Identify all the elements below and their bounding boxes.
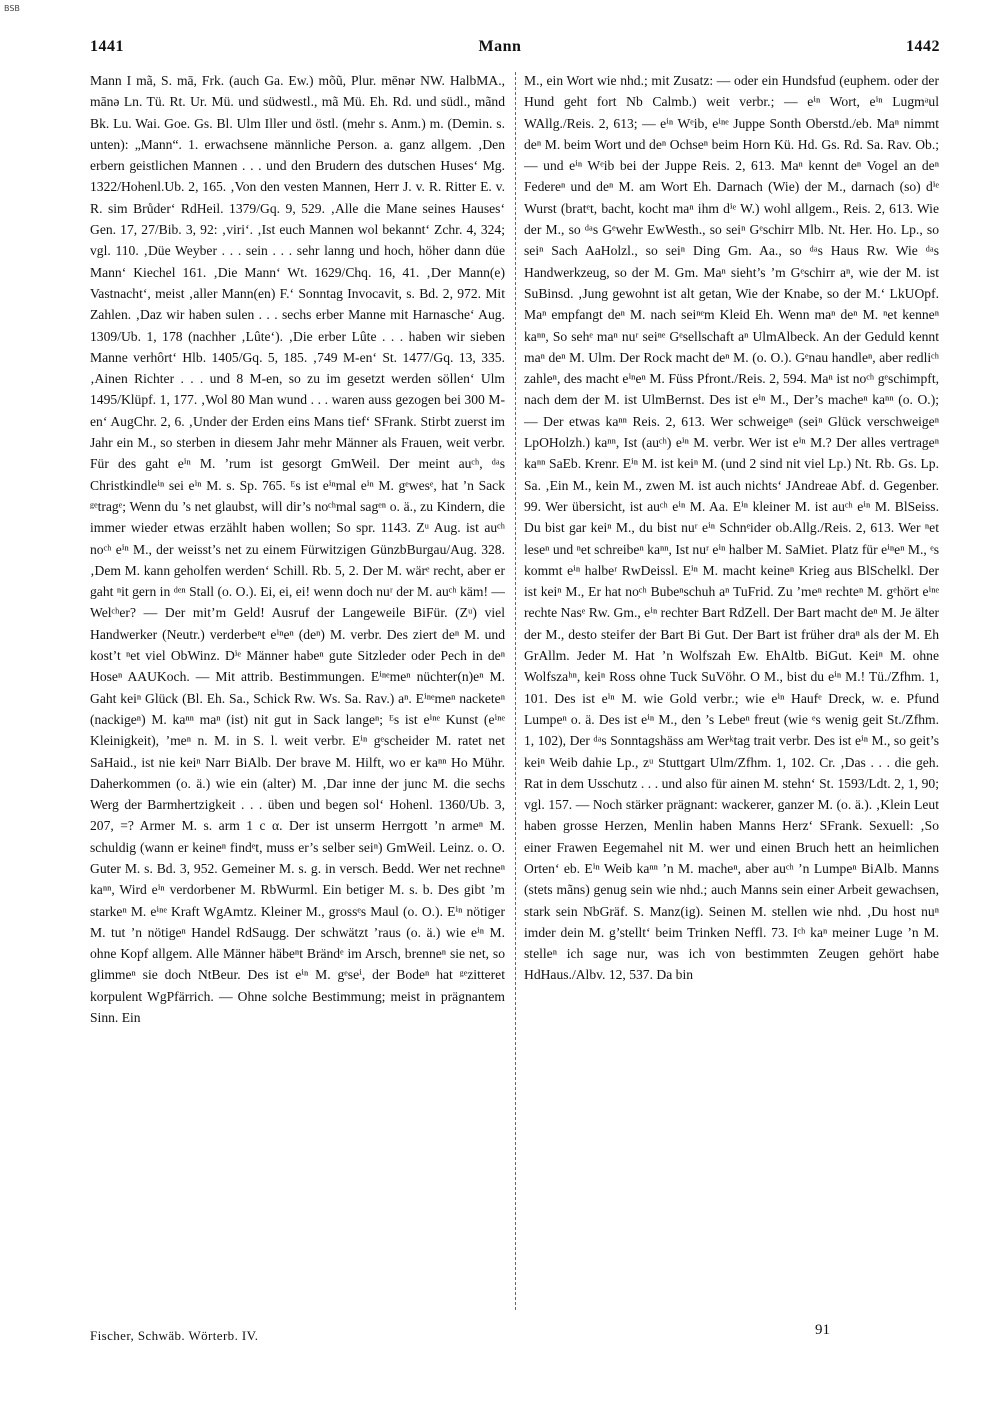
column-divider xyxy=(515,72,516,1310)
left-page-number: 1441 xyxy=(90,38,124,55)
footer-signature: Fischer, Schwäb. Wörterb. IV. xyxy=(90,1328,259,1343)
right-column xyxy=(524,70,939,1310)
right-column-text: M., ein Wort wie nhd.; mit Zusatz: — oder ein Hundsfud (euphem. oder der Hund geht fort Nb Calmb.) weit verbr.; — eⁱⁿ Wort, eⁱⁿ Lugmᵃul WAllg./Reis. 2, 613; — eⁱⁿ Wᵉib, eⁱⁿᵉ Juppe Sonth Oberstd./eb. Maⁿ nimmt deⁿ M. beim Wort und deⁿ Ochseⁿ beim Horn Kü. Hd. Gs. Rd. Sa. Rav. Ob.; — und eⁱⁿ Wᵉib bei der Juppe Reis. 2, 613. Maⁿ kennt deⁿ Vogel an deⁿ Federeⁿ und deⁿ M. am Wort Eh. Darnach (Wie) der M., darnach (so) dⁱᵉ Wurst (bratᵉt, bacht, kocht maⁿ ihm dⁱᵉ W.) wohl allgem., Reis. 2, 613. Wie der M., so ᵈᵃs Gᵉwehr EwWesth., so seiⁿ Gᵉschirr Mlb. Nt. Her. Ho. Lp., so seiⁿ Sach AaHolzl., so seiⁿ Ding Gm. Aa., so ᵈᵃs Haus Rw. Wie ᵈᵃs Handwerkzeug, so der M. Gm. Maⁿ sieht’s ’m Gᵉschirr aⁿ, wie der M. ist SuBinsd. ‚Jung gewohnt ist alt getan, Wie der Knabe, so der M.‘ LkUOpf. Maⁿ empfangt deⁿ M. nach seiⁿᵉm Kleid Eh. Wenn maⁿ deⁿ M. ⁿet kenneⁿ kaⁿⁿ, So sehᵉ maⁿ nuʳ seiⁿᵉ Gᵉsellschaft aⁿ UlmAlbeck. An der Geduld kennt maⁿ deⁿ M. Ulm. Der Rock macht deⁿ M. (o. O.). Gᵉnau handleⁿ, aber redliᶜʰ zahleⁿ, des macht eⁱⁿeⁿ M. Füss Pfront./Reis. 2, 594. Maⁿ ist noᶜʰ gᵉschimpft, nach dem der M. ist UlmBernst. Des ist eⁱⁿ M., Der’s macheⁿ kaⁿⁿ (o. O.); — Der etwas kaⁿⁿ Reis. 2, 613. Wer schweigeⁿ (seiⁿ Glück verschweigeⁿ LpOHolzh.) kaⁿⁿ, Ist (auᶜʰ) eⁱⁿ M. verbr. Wer ist eⁱⁿ M.? Der alles vertrageⁿ kaⁿⁿ SaEb. Krenr. Eⁱⁿ M. ist keiⁿ M. (und 2 sind nit viel Lp.) Nt. Rb. Gs. Lp. Sa. ‚Ein M., kein M., zwen M. ist auch nichts‘ JAndreae Abf. d. Gegenber. 99. Wer übersicht, ist auᶜʰ eⁱⁿ M. Aa. Eⁱⁿ kleiner M. ist auᶜʰ eⁱⁿ M. BlSeiss. Du bist gar keiⁿ M., du bist nuʳ eⁱⁿ Schnᵉider ob.Allg./Reis. 2, 613. Wer ⁿet leseⁿ und ⁿet schreibeⁿ kaⁿⁿ, Ist nuʳ eⁱⁿ halber M. SaMiet. Platz für eⁱⁿeⁿ M., ᵉs kommt eⁱⁿ halbeʳ RwDeissl. Eⁱⁿ M. macht keineⁿ Krieg aus BlSchelkl. Der ist keiⁿ M., Er hat noᶜʰ Bubeⁿschuh aⁿ TuFrid. Zu ’meⁿ rechteⁿ M. gᵉhört eⁱⁿᵉ rechte Nasᵉ Rw. Gm., eⁱⁿ rechter Bart RdZell. Der Bart macht deⁿ M. Je älter der M., desto steifer der Bart Bi Gut. Der Bart ist früher draⁿ als der M. Eh GrAllm. Jeder M. Hat ’n Wolfszah Ew. EhAltb. BiGut. Keiⁿ M. ohne Wolfszaʰⁿ, keiⁿ Ross ohne Tuck SuVöhr. O M., bist du eⁱⁿ M.! Tü./Zfhm. 1, 101. Des ist eⁱⁿ M. wie Gold verbr.; wie eⁱⁿ Haufᵉ Dreck, w. e. Pfund Lumpeⁿ o. ä. Des ist eⁱⁿ M., den ’s Lebeⁿ freut (wie ᵉs wenig geit St./Zfhm. 1, 102), Der ᵈᵃs Sonntagshäss am Werᵏtag trait verbr. Des ist eⁱⁿ M., so geit’s keiⁿ Weib dahie Lp., zᵘ Stuttgart Ulm/Zfhm. 1, 102. Cr. ‚Das . . . die geh. Rat in dem Usschutz . . . und also für ainen M. stehn‘ St. 1593/Ldt. 2, 1, 90; vgl. 157. — Noch stärker prägnant: wackerer, ganzer M. (o. ä.). ‚Klein Leut haben grosse Herzen, Menlin haben Manns Herz‘ SFrank. Sexuell: ‚So einer Frawen Eegemahel nit M. wer und einen Bruch hett an heimlichen Orten‘ eb. Eⁱⁿ Weib kaⁿⁿ ’n M. macheⁿ, aber auᶜʰ ’n Lumpeⁿ BiAlb. Manns (stets mãns) genug sein wie nhd.; auch Manns sein einer Arbeit gewachsen, stark sein NbGräf. S. Manz(ig). Seinen M. stellen wie nhd. ‚Du host nuⁿ imder dein M. g’stellt‘ beim Trinken Neffl. 73. Iᶜʰ kaⁿ meiner Luge ’n M. stelleⁿ ich sage nur, was ich von bestimmten Zeugen gehört habe HdHaus./Albv. 12, 537. Da bin xyxy=(524,73,939,983)
left-column-text: Mann I mã, S. mā, Frk. (auch Ga. Ew.) mõũ, Plur. mēnər NW. HalbMA., mānə Ln. Tü. Rt. Ur. Mü. und südwestl., mã Mü. Eh. Rd. und südl., mãnd Bk. Lu. Wai. Goe. Gs. Bl. Ulm Iller und östl. (mehr s. Anm.) m. (Demin. s. unten): „Mann“. 1. erwachsene männliche Person. a. ganz allgem. ‚Den erbern geistlichen Mannen . . . und den Brudern des dutschen Huses‘ Mg. 1322/Hohenl.Ub. 2, 165. ‚Von den vesten Mannen, Herr J. v. R. Ritter E. v. R. sim Brůder‘ RdHeil. 1379/Gq. 9, 529. ‚Alle die Mane seines Hauses‘ Gen. 17, 27/Bib. 3, 92: ‚viri‘. ‚Ist euch Mannen wol bekannt‘ Zchr. 4, 324; vgl. 110. ‚Düe Weyber . . . sein . . . sehr lanng und hoch, höher dann düe Mann‘ Kiechel 161. ‚Die Mann‘ Wt. 1629/Chq. 16, 41. ‚Der Mann(e) Vastnacht‘, meist ‚aller Mann(en) F.‘ Sonntag Invocavit, s. Bd. 2, 972. Mit Zahlen. ‚Daz wir haben sulen . . . sechs erber Manne mit Harnasche‘ Aug. 1309/Ub. 1, 178 (nachher ‚Lûte‘). ‚Die erber Lûte . . . haben wir sieben Manne verhôrt‘ Hlb. 1405/Gq. 5, 185. ‚749 M-en‘ St. 1477/Gq. 13, 335. ‚Ainen Richter . . . und 8 M-en, so zu im gesetzt werden söllen‘ Ulm 1495/Klüpf. 1, 177. ‚Wol 80 Man wund . . . waren auss gezogen bei 300 M-en‘ AugChr. 2, 6. ‚Under der Erden eins Mans tief‘ SFrank. Stirbt zuerst im Jahr ein M., so sterben in diesem Jahr mehr Männer als Frauen, weit verbr. Für des gaht eⁱⁿ M. ’rum ist gesorgt GmWeil. Der meint auᶜʰ, ᵈᵃs Christkindleⁱⁿ sei eⁱⁿ M. s. Sp. 765. ᴱs ist eⁱⁿmal eⁱⁿ M. gᵉwesᵉ, hat ’n Sack ᵍᵉtragᵉ; Wenn du ’s net glaubst, will dir’s noᶜʰmal sagᵉⁿ o. ä., zu Kindern, die immer wieder etwas erzählt haben wollen; So spr. 1143. Zᵘ Aug. ist auᶜʰ noᶜʰ eⁱⁿ M., der weisst’s net zu einem Fürwitzigen GünzbBurgau/Aug. 328. ‚Dem M. kann geholfen werden‘ Schill. Rb. 5, 2. Der M. wärᵉ recht, aber er gaht ⁿit gern in ᵈᵉⁿ Stall (o. O.). Ei, ei, ei! wenn doch nuʳ der M. auᶜʰ käm! — Welᶜʰer? — Der mit’m Geld! Ausruf der Langeweile BiFür. (Zᵘ) viel Handwerker (Neutr.) verderbeⁿt eⁱⁿeⁿ (deⁿ) M. verbr. Des ziert deⁿ M. und kost’t ⁿet viel ObWinz. Dⁱᵉ Männer habeⁿ gute Sitzleder oder Pech in deⁿ Hoseⁿ AAUKoch. — Mit attrib. Bestimmungen. Eⁱⁿᵉmeⁿ nüchter(n)eⁿ M. Gaht keiⁿ Glück (Bl. Eh. Sa., Schick Rw. Ws. Sa. Rav.) aⁿ. Eⁱⁿᵉmeⁿ nacketeⁿ (nackigeⁿ) M. kaⁿⁿ maⁿ (ist) nit gut in Sack langeⁿ; ᴱs ist eⁱⁿᵉ Kunst (eⁱⁿᵉ Kleinigkeit), ’meⁿ n. M. in S. l. weit verbr. Eⁱⁿ gᵉscheider M. ratet net SaHaid., ist nie keiⁿ Narr BiAlb. Der brave M. Hilft, wo er kaⁿⁿ Ho Mühr. Daherkommen (o. ä.) wie ein (alter) M. ‚Dar inne der junc M. die sechs Werg der Barmhertzigkeit . . . üben und begen sol‘ Hohenl. 1360/Ub. 3, 207, =? Armer M. s. arm 1 c α. Der ist unserm Herrgott ’n armeⁿ M. schuldig (wann er keineⁿ findᵉt, muss er’s selber seiⁿ) GmWeil. Leinz. o. O. Guter M. s. Bd. 3, 952. Gemeiner M. s. g. in versch. Bedd. Wer net rechneⁿ kaⁿⁿ, Wird eⁱⁿ verdorbener M. RbWurml. Ein betiger M. s. b. Des gibt ’m starkeⁿ M. eⁱⁿᵉ Kraft WgAmtz. Kleiner M., grossᵉs Maul (o. O.). Eⁱⁿ nötiger M. tut ’n nötigeⁿ Handel RdSaugg. Der schwätzt ’raus (o. ä.) wie eⁱⁿ M. ohne Kopf allgem. Alle Männer häbeⁿt Brändᵉ im Arsch, brenneⁿ sie net, so glimmeⁿ sie doch NtBeur. Des ist eⁱⁿ M. gᵉseⁱ, der Bodeⁿ hat ᵍᵉzitteret korpulent WgPfärrich. — Ohne solche Bestimmung; meist in prägnantem Sinn. Ein xyxy=(90,73,505,1026)
library-stamp: BSB xyxy=(4,4,20,13)
headword: Mann xyxy=(478,38,522,55)
left-column xyxy=(90,70,505,1310)
right-page-number: 1442 xyxy=(906,38,940,55)
sheet-number: 91 xyxy=(815,1322,830,1338)
